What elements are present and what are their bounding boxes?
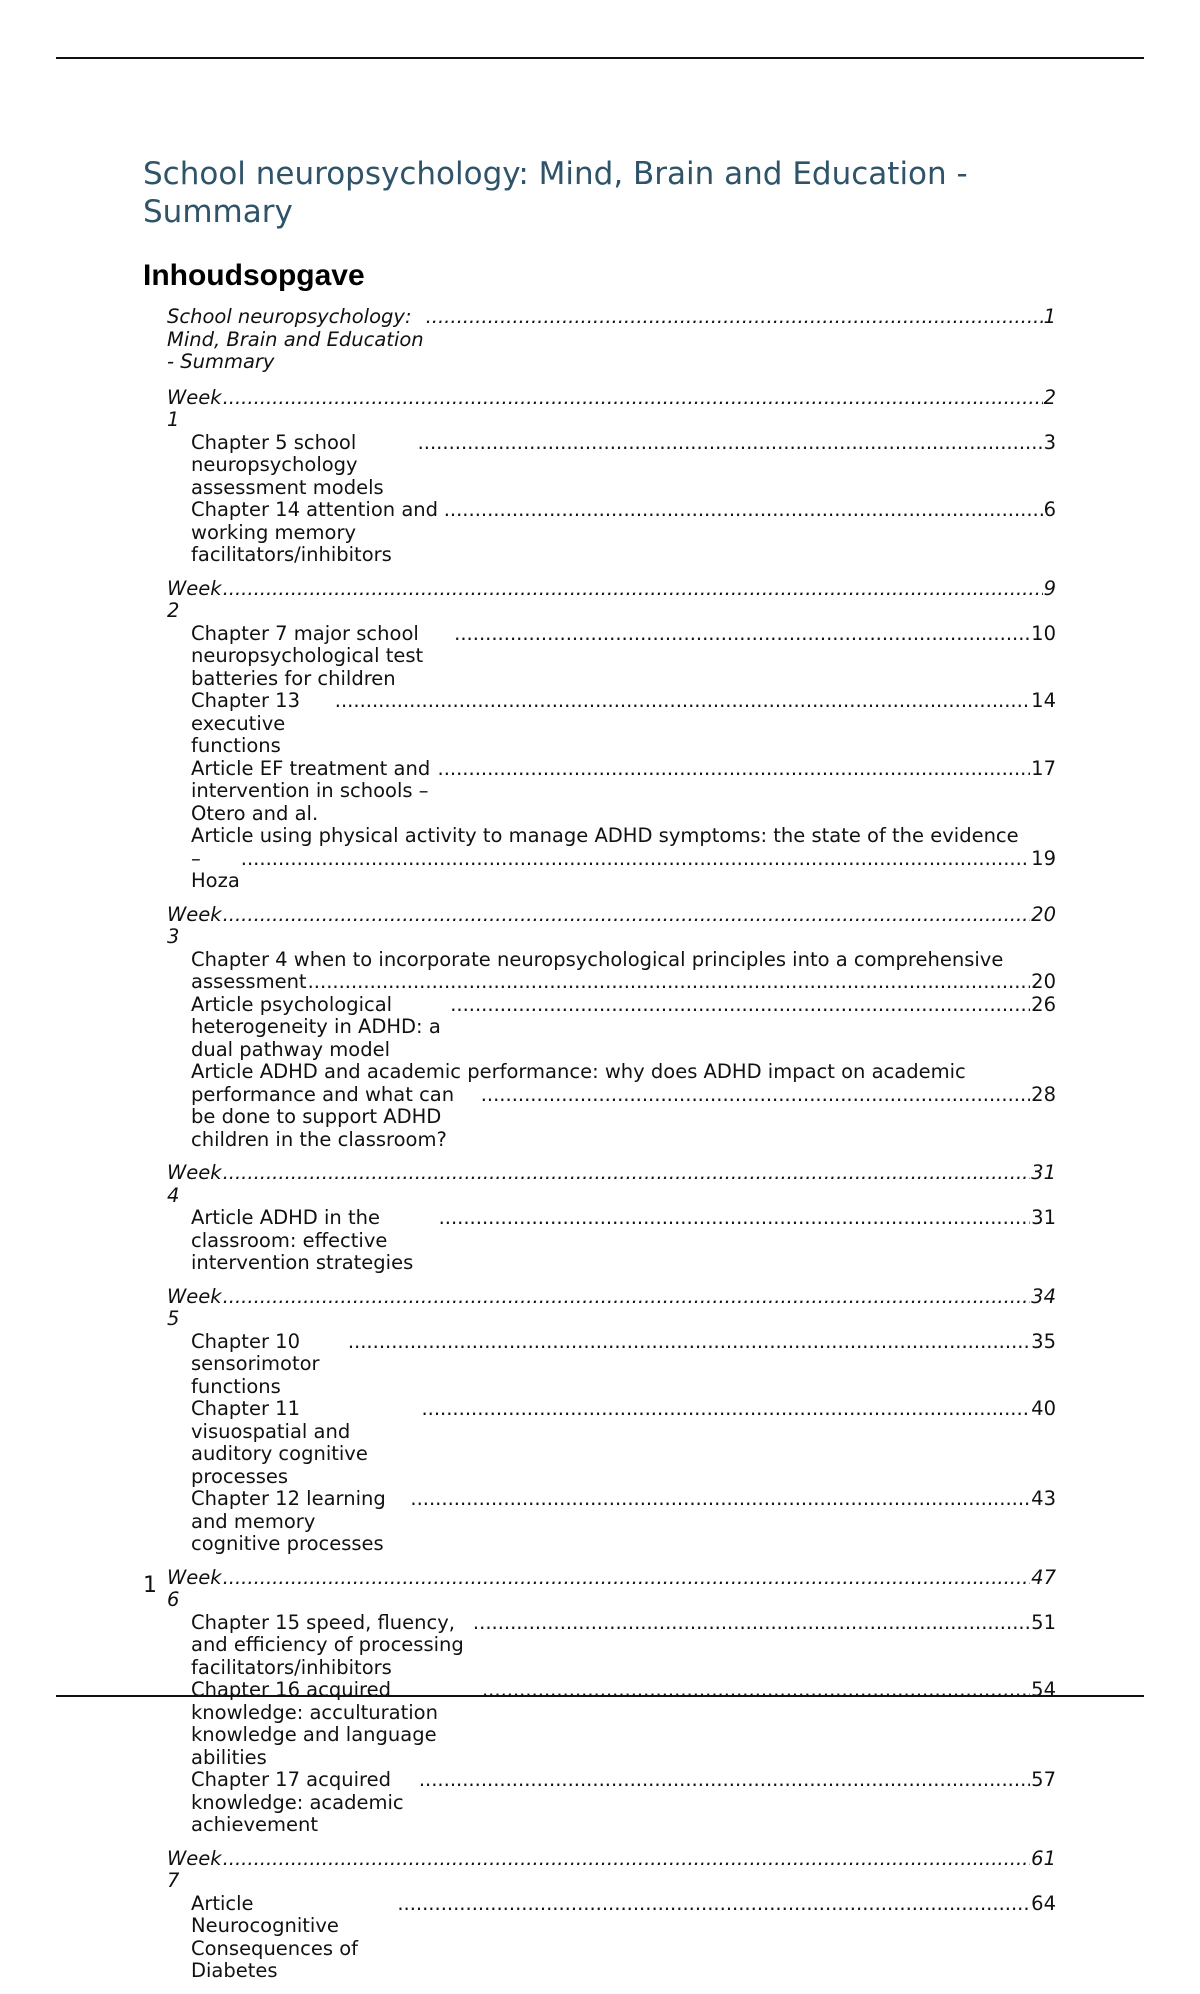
toc-entry-week-6[interactable] [143,1567,1056,1612]
toc-entry-text: Article psychological heterogeneity in ADHD: a dual pathway model [191,992,441,1061]
toc-entry-chapter-14[interactable] [143,499,1056,567]
toc-block-week-5 [143,1286,1056,1556]
toc-page-number: 43 [1031,1487,1056,1510]
toc-dot-leader [223,1286,1031,1309]
toc-page-number: 6 [1043,498,1056,521]
toc-page-number: 20 [1031,970,1056,993]
toc-entry-text-line-2: performance and what can be done to support ADHD children in the classroom? [191,1082,455,1151]
toc-entry-text: Week 3 [167,902,222,948]
toc-entry-text: Week 7 [167,1846,222,1892]
table-of-contents [143,306,1056,1983]
page-number: 1 [143,1573,157,1598]
toc-page-number: 3 [1043,430,1056,454]
toc-entry-text: School neuropsychology: Mind, Brain and Education - Summary [167,305,424,373]
header-rule [56,57,1144,59]
toc-dot-leader [223,387,1043,410]
toc-dot-leader [438,758,1031,781]
toc-page-number: 40 [1031,1397,1056,1420]
toc-entry-chapter-17[interactable] [143,1769,1056,1837]
toc-dot-leader [223,1848,1031,1871]
toc-entry-text: Chapter 10 sensorimotor functions [191,1329,320,1398]
toc-dot-leader [223,578,1043,601]
toc-entry-chapter-4[interactable] [143,949,1056,994]
toc-dot-leader [223,904,1031,927]
toc-dot-leader [418,432,1043,455]
toc-page-number: 19 [1031,846,1056,870]
toc-dot-leader [444,499,1043,522]
toc-page-number: 54 [1031,1678,1056,1701]
toc-page-number: 35 [1031,1329,1056,1353]
toc-entry-text-line-2: – Hoza [191,846,240,892]
toc-dot-leader [348,1331,1030,1354]
footer-rule [56,1695,1144,1697]
toc-entry-text: Chapter 11 visuospatial and auditory cognitive processes [191,1397,368,1488]
toc-entry-article-adhd-academic[interactable] [143,1061,1056,1151]
toc-entry-text: Article Neurocognitive Consequences of Diabetes [191,1891,359,1982]
toc-page-number: 34 [1031,1284,1056,1308]
toc-entry-text: Week 1 [167,385,222,431]
toc-page-number: 28 [1031,1082,1056,1106]
toc-entry-text: Article EF treatment and intervention in schools – Otero and al. [191,756,431,825]
toc-entry-text: Chapter 15 speed, fluency, and efficiency of processing facilitators/inhibitors [191,1610,464,1679]
toc-page-number: 26 [1031,992,1056,1016]
toc-page-number: 47 [1031,1565,1056,1589]
toc-entry-week-5[interactable] [143,1286,1056,1331]
toc-page-number: 51 [1031,1610,1056,1634]
toc-entry-text: Week 2 [167,576,222,622]
toc-block-week-2 [143,578,1056,893]
toc-entry-article-ef-treatment[interactable] [143,758,1056,826]
toc-entry-week-4[interactable] [143,1162,1056,1207]
toc-block-week-7 [143,1848,1056,1983]
toc-page-number: 1 [1043,305,1056,328]
toc-page-number: 57 [1031,1768,1056,1791]
toc-page-number: 10 [1031,621,1056,645]
toc-entry-article-adhd-classroom[interactable] [143,1207,1056,1275]
toc-dot-leader [419,1769,1030,1792]
toc-entry-chapter-12[interactable] [143,1488,1056,1556]
toc-block-week-6 [143,1567,1056,1837]
toc-entry-text: Chapter 14 attention and working memory facilitators/inhibitors [191,498,439,566]
toc-dot-leader [439,1207,1031,1230]
toc-dot-leader [473,1612,1030,1635]
toc-dot-leader [450,994,1030,1017]
toc-page-number: 31 [1031,1161,1056,1184]
toc-entry-second-line [191,848,1056,893]
toc-entry-text: Week 4 [167,1161,222,1207]
toc-dot-leader [421,1398,1030,1421]
toc-dot-leader [454,623,1030,646]
toc-entry-text-line-2: assessment [191,970,307,993]
toc-page-number: 17 [1031,756,1056,780]
toc-entry-week-1[interactable] [143,387,1056,432]
toc-entry-text: Week 6 [167,1565,222,1611]
toc-entry-chapter-7[interactable] [143,623,1056,691]
document-title: School neuropsychology: Mind, Brain and Education - Summary [143,156,968,230]
toc-page-number: 9 [1043,576,1056,600]
toc-page-number: 61 [1031,1846,1056,1870]
toc-entry-text-line-1: Chapter 4 when to incorporate neuropsychological principles into a comprehensive [191,947,1004,971]
toc-entry-text: Chapter 16 acquired knowledge: acculturation knowledge and language abilities [191,1678,438,1769]
toc-dot-leader [335,690,1030,713]
toc-block-main [143,306,1056,374]
toc-dot-leader [241,848,1030,871]
toc-block-week-3 [143,904,1056,1152]
toc-entry-text: Chapter 13 executive functions [191,689,300,757]
toc-dot-leader [223,1567,1031,1590]
toc-entry-article-physical-activity[interactable] [143,825,1056,893]
page-content [143,155,1056,1994]
toc-dot-leader [426,306,1043,329]
toc-page-number: 64 [1031,1891,1056,1915]
toc-entry-chapter-13[interactable] [143,690,1056,758]
toc-block-week-4 [143,1162,1056,1275]
toc-entry-text: Chapter 7 major school neuropsychological test batteries for children [191,621,424,690]
toc-entry-week-7[interactable] [143,1848,1056,1893]
toc-entry-chapter-5[interactable] [143,432,1056,500]
toc-entry-second-line [191,1084,1056,1152]
toc-page-number: 14 [1031,689,1056,712]
toc-entry-chapter-10[interactable] [143,1331,1056,1399]
toc-entry-chapter-11[interactable] [143,1398,1056,1488]
toc-entry-text-line-1: Article ADHD and academic performance: why does ADHD impact on academic [191,1060,966,1083]
toc-entry-week-3[interactable] [143,904,1056,949]
toc-entry-main-title[interactable] [143,306,1056,374]
toc-entry-chapter-15[interactable] [143,1612,1056,1680]
toc-page-number: 2 [1043,385,1056,409]
toc-entry-week-2[interactable] [143,578,1056,623]
toc-entry-article-diabetes[interactable] [143,1893,1056,1983]
toc-dot-leader [308,971,1031,994]
toc-block-week-1 [143,387,1056,567]
toc-heading: Inhoudsopgave [143,259,365,292]
toc-dot-leader [410,1488,1030,1511]
toc-entry-text: Article ADHD in the classroom: effective intervention strategies [191,1206,414,1274]
toc-entry-text: Chapter 17 acquired knowledge: academic achievement [191,1768,404,1836]
toc-dot-leader [223,1162,1031,1185]
toc-dot-leader [397,1893,1030,1916]
toc-entry-text: Week 5 [167,1284,222,1330]
toc-page-number: 31 [1031,1206,1056,1229]
toc-entry-text-line-1: Article using physical activity to manage ADHD symptoms: the state of the evidence [191,824,1019,847]
toc-entry-second-line [191,971,1056,994]
toc-entry-article-heterogeneity[interactable] [143,994,1056,1062]
toc-entry-text: Chapter 12 learning and memory cognitive processes [191,1487,386,1555]
toc-dot-leader [481,1084,1030,1107]
toc-dot-leader [482,1679,1030,1702]
toc-page-number: 20 [1031,902,1056,926]
toc-entry-text: Chapter 5 school neuropsychology assessment models [191,430,384,499]
toc-entry-chapter-16[interactable] [143,1679,1056,1769]
